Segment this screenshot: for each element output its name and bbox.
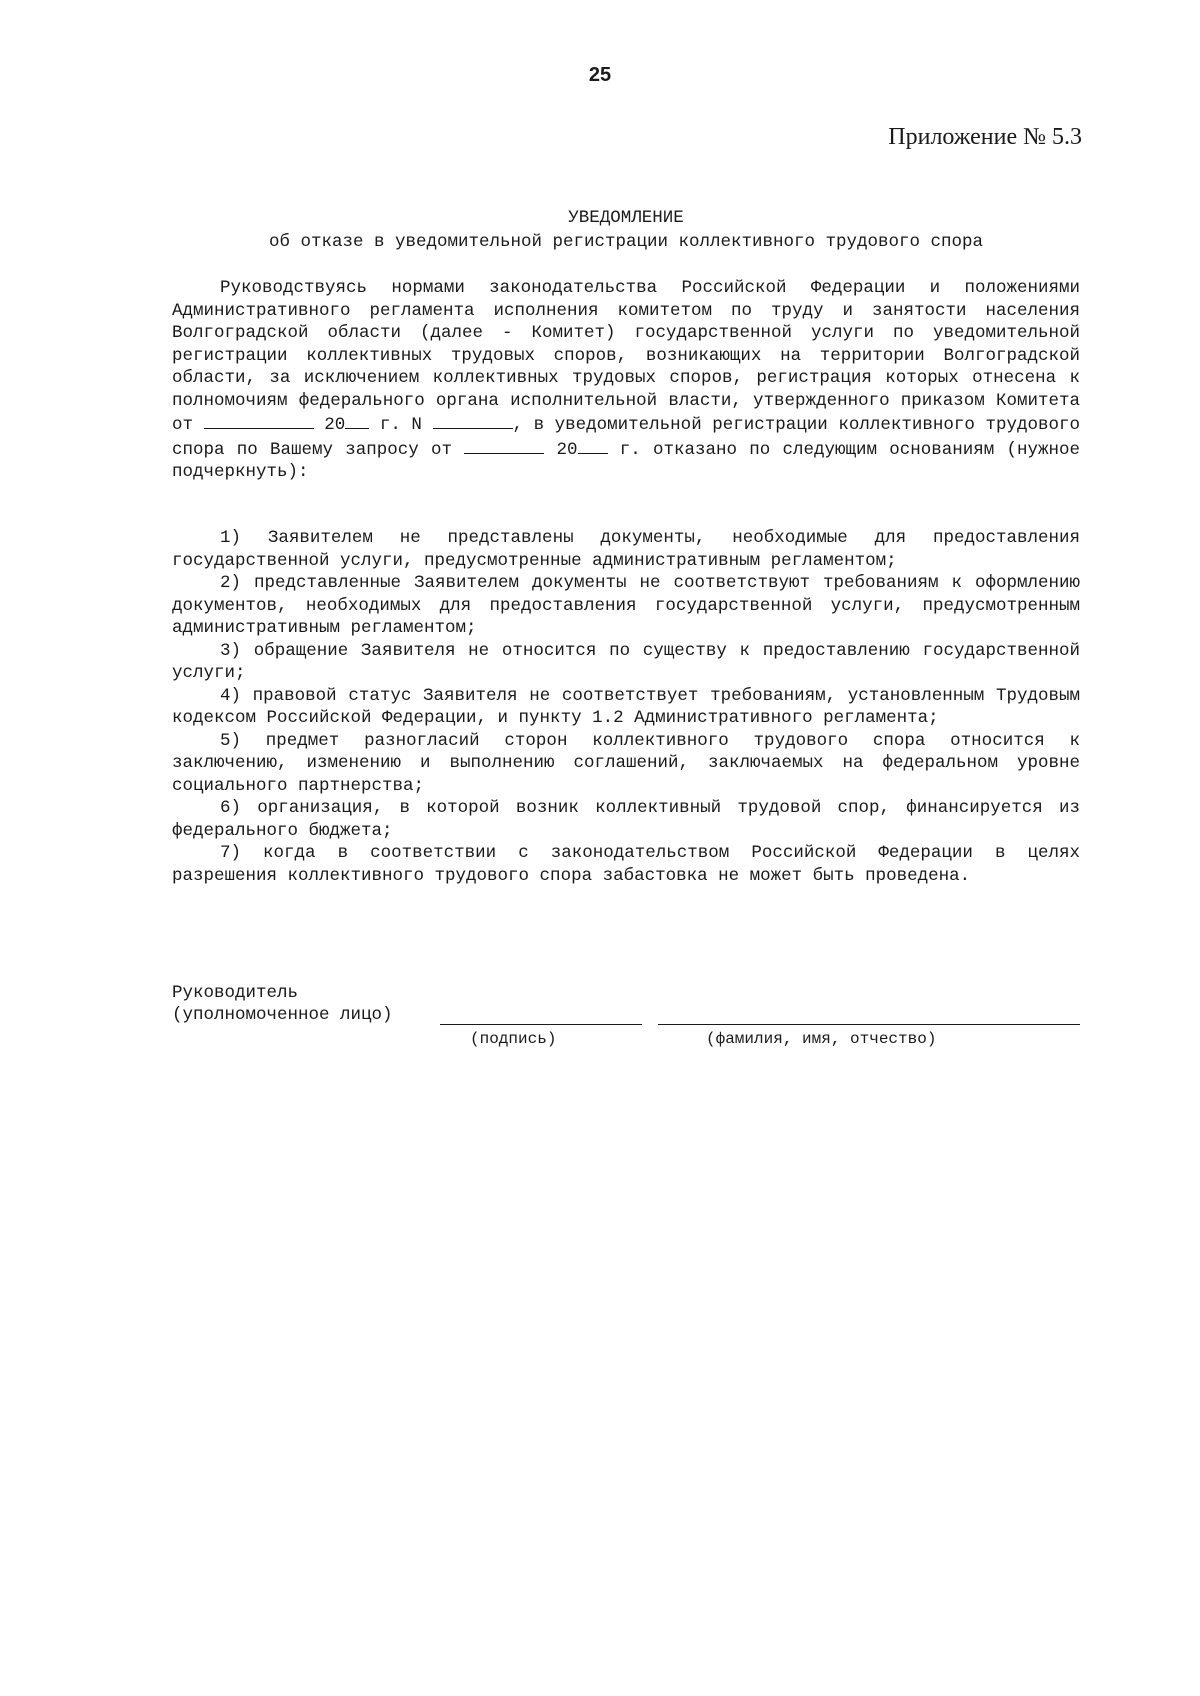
list-item: 7) когда в соответствии с законодательством Российской Федерации в целях разрешения коллективного трудового спора забастовка не может быть проведена. xyxy=(172,843,1080,886)
intro-text-1: Руководствуясь нормами законодательства Российской Федерации и положениями Административного регламента исполнения комитетом по труду и занятости населения Волгоградской области (далее - Комитет) государственной услуги по уведомительной регистрации коллективных трудовых споров, возникающих на территории Волгоградской области, за исключением коллективных трудовых споров, регистрация которых отнесена к полномочиям федерального органа исполнительной власти, утвержденного приказом Комитета от xyxy=(172,278,1080,435)
intro-paragraph xyxy=(172,277,1080,484)
list-item: 2) представленные Заявителем документы не соответствуют требованиям к оформлению документов, необходимых для предоставления государственной услуги, предусмотренным административным регламентом; xyxy=(172,573,1080,638)
page-number: 25 xyxy=(588,64,612,86)
request-year-blank xyxy=(578,437,608,454)
intro-year-2: 20 xyxy=(556,439,578,460)
intro-year-1: 20 xyxy=(324,415,346,435)
list-item: 6) организация, в которой возник коллективный трудовой спор, финансируется из федерального бюджета; xyxy=(172,798,1080,841)
signer-label: (уполномоченное лицо) xyxy=(172,1005,393,1025)
year-blank xyxy=(345,412,369,429)
signer-title: Руководитель xyxy=(172,983,299,1003)
document-title: УВЕДОМЛЕНИЕ xyxy=(568,208,684,228)
order-number-blank xyxy=(433,412,513,429)
full-name-caption: (фамилия, имя, отчество) xyxy=(706,1030,937,1048)
list-item: 1) Заявителем не представлены документы, необходимые для предоставления государственной услуги, предусмотренные административным регламентом; xyxy=(172,528,1080,571)
list-item: 4) правовой статус Заявителя не соответствует требованиям, установленным Трудовым кодексом Российской Федерации, и пункту 1.2 Административного регламента; xyxy=(172,685,1080,728)
list-item: 5) предмет разногласий сторон коллективного трудового спора относится к заключению, изменению и выполнению соглашений, заключаемых на федеральном уровне социального партнерства; xyxy=(172,730,1080,796)
intro-text-2: г. N xyxy=(379,415,422,435)
request-date-blank xyxy=(464,437,544,454)
full-name-line xyxy=(658,1024,1080,1025)
intro-text-4: г. отказано по следующим основаниям (нужное подчеркнуть): xyxy=(172,439,1080,482)
intro-section xyxy=(172,277,1080,484)
signature-row xyxy=(172,1004,1080,1026)
signature-line xyxy=(440,1024,642,1025)
list-item: 3) обращение Заявителя не относится по существу к предоставлению государственной услуги; xyxy=(172,640,1080,683)
intro-text-3: , в уведомительной регистрации коллективного трудового спора по Вашему запросу от xyxy=(172,415,1080,460)
date-blank xyxy=(204,412,314,429)
grounds-list xyxy=(172,527,1080,887)
document-subtitle: об отказе в уведомительной регистрации коллективного трудового спора xyxy=(268,232,984,252)
signature-caption: (подпись) xyxy=(470,1030,557,1048)
appendix-label: Приложение № 5.3 xyxy=(888,124,1082,150)
